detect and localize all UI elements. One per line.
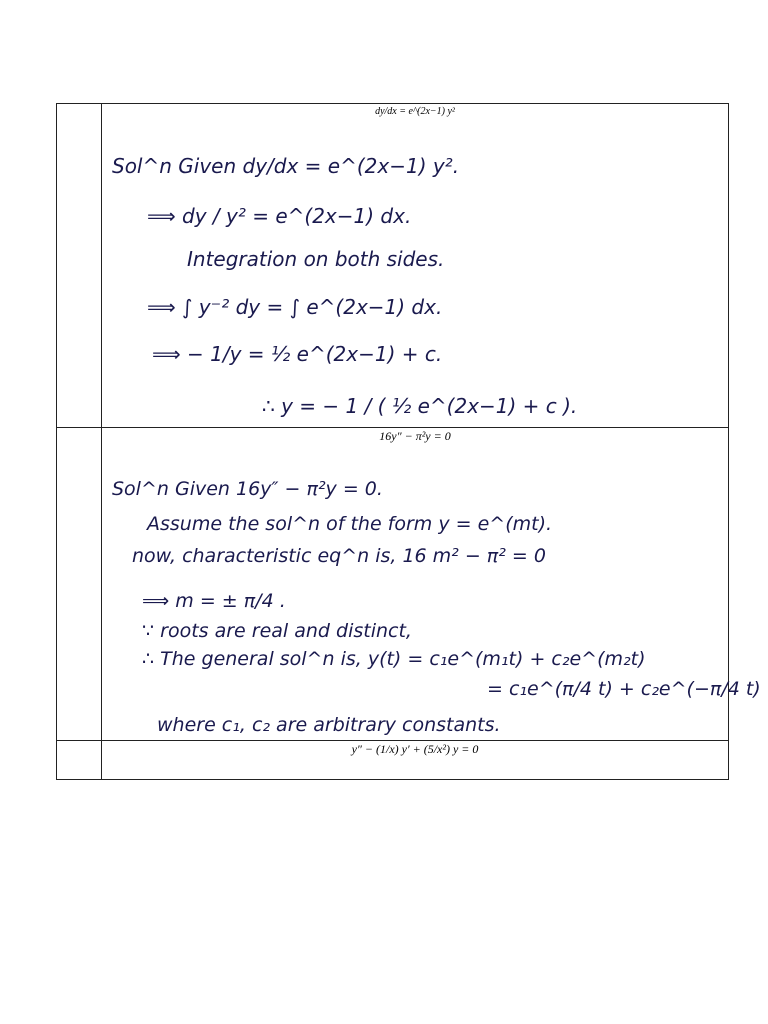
solution-line: = c₁e^(π/4 t) + c₂e^(−π/4 t)	[487, 678, 761, 700]
solution-line: ∴ y = − 1 / ( ½ e^(2x−1) + c ).	[262, 394, 578, 418]
worksheet	[56, 103, 761, 779]
solution-line: ⟹ dy / y² = e^(2x−1) dx.	[147, 204, 412, 228]
solution-line: Integration on both sides.	[187, 247, 445, 271]
question-equation: 16y″ − π²y = 0	[379, 429, 451, 443]
solution-line: Sol^n Given 16y″ − π²y = 0.	[112, 478, 383, 500]
table-row	[57, 741, 729, 780]
question-number-cell	[57, 741, 102, 780]
question-table	[56, 103, 761, 780]
solution-line: Sol^n Given dy/dx = e^(2x−1) y².	[112, 154, 460, 178]
question-cell	[102, 428, 761, 741]
solution-line: ⟹ − 1/y = ½ e^(2x−1) + c.	[152, 342, 443, 366]
question-equation: dy/dx = e^(2x−1) y²	[375, 106, 455, 117]
solution-line: ∴ The general sol^n is, y(t) = c₁e^(m₁t) + c₂e^(m₂t)	[142, 648, 646, 670]
question-equation: y″ − (1/x) y′ + (5/x²) y = 0	[351, 742, 479, 756]
question-cell	[102, 741, 729, 780]
question-cell	[102, 104, 729, 428]
table-row	[57, 104, 729, 428]
solution-line: Assume the sol^n of the form y = e^(mt).	[147, 513, 553, 535]
solution-line: ∵ roots are real and distinct,	[142, 620, 412, 642]
solution-line: ⟹ ∫ y⁻² dy = ∫ e^(2x−1) dx.	[147, 295, 443, 319]
handwritten-solution-2	[102, 445, 761, 739]
table-row	[57, 428, 729, 741]
solution-line: where c₁, c₂ are arbitrary constants.	[157, 714, 501, 736]
solution-line: now, characteristic eq^n is, 16 m² − π² = 0	[132, 545, 546, 567]
solution-line: ⟹ m = ± π/4 .	[142, 590, 286, 612]
question-number-cell	[57, 104, 102, 428]
question-number-cell	[57, 428, 102, 741]
handwritten-solution-1	[102, 121, 728, 427]
